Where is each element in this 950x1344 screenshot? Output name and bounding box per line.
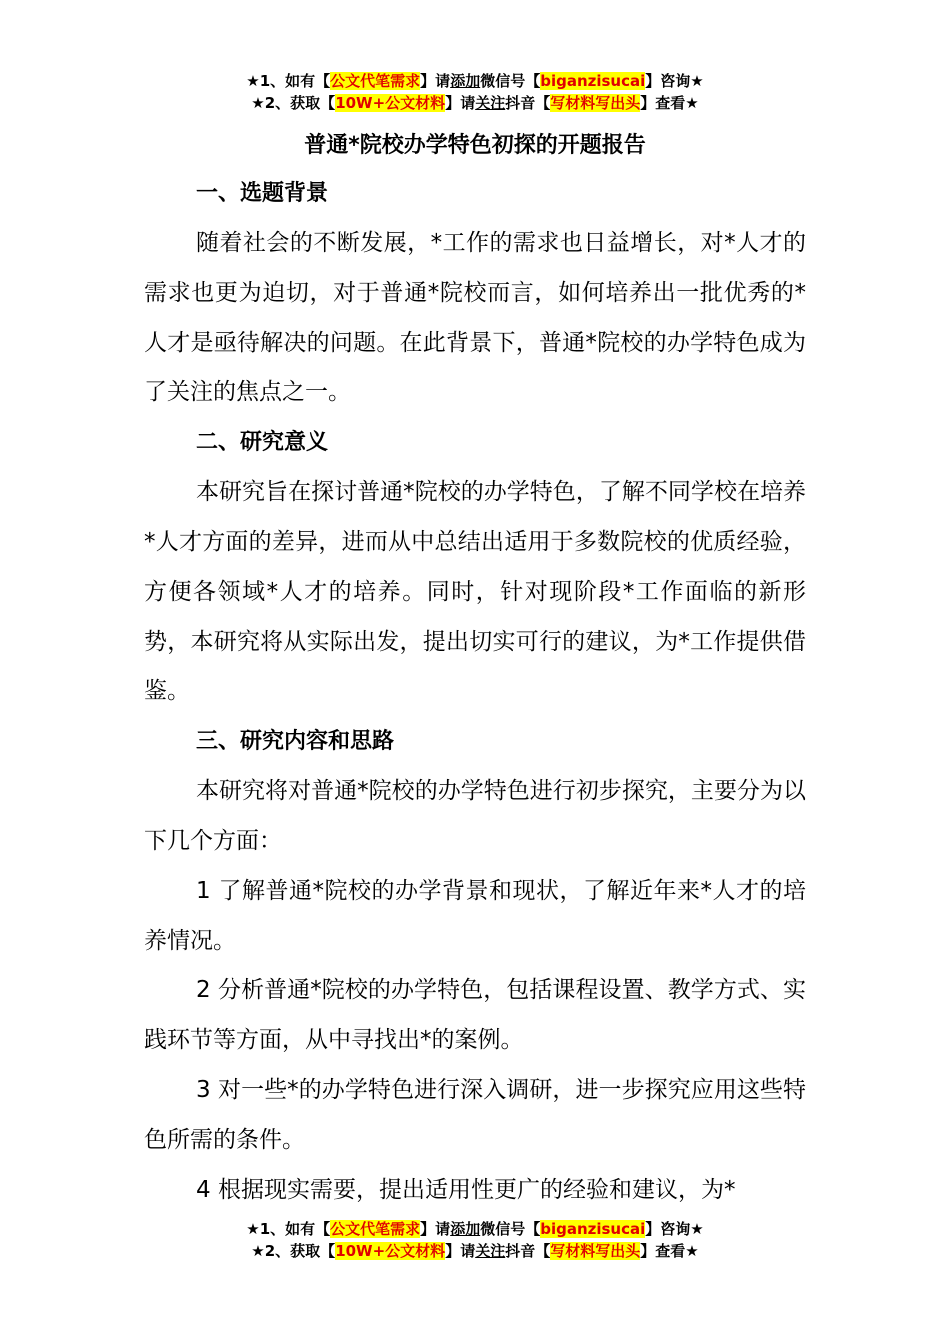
underlined-text: 添加 — [450, 72, 481, 90]
banner-text: ★2、获取【 — [251, 1242, 336, 1260]
underlined-text: 关注 — [475, 1242, 506, 1260]
banner-text: 】咨询★ — [645, 1220, 704, 1238]
header-banner — [0, 70, 950, 114]
highlight-text: 公文代笔需求 — [330, 1220, 421, 1238]
wechat-id-highlight: biganzisucai — [540, 72, 646, 90]
highlight-text: 公文代笔需求 — [330, 72, 421, 90]
paragraph: 本研究将对普通*院校的办学特色进行初步探究，主要分为以下几个方面： — [144, 778, 806, 854]
list-item-paragraph: 3 对一些*的办学特色进行深入调研，进一步探究应用这些特色所需的条件。 — [144, 1076, 806, 1153]
banner-line-1 — [0, 70, 950, 92]
paragraph: 本研究旨在探讨普通*院校的办学特色，了解不同学校在培养*人才方面的差异，进而从中总结出适用于多数院校的优质经验，方便各领域*人才的培养。同时，针对现阶段*工作面临的新形势，本研究将从实际出发，提出切实可行的建议，为*工作提供借鉴。 — [144, 479, 806, 705]
section-heading: 二、研究意义 — [196, 430, 329, 456]
banner-text: 微信号【 — [480, 72, 541, 90]
banner-text: ★1、如有【 — [246, 1220, 331, 1238]
list-item-paragraph: 1 了解普通*院校的办学背景和现状，了解近年来*人才的培养情况。 — [144, 877, 806, 954]
banner-text: 】查看★ — [640, 1242, 699, 1260]
banner-line-2 — [0, 1240, 950, 1262]
underlined-text: 添加 — [450, 1220, 481, 1238]
highlight-text: 10W+公文材料 — [335, 1242, 446, 1260]
banner-text: ★1、如有【 — [246, 72, 331, 90]
section-heading: 三、研究内容和思路 — [196, 729, 395, 755]
banner-text: 】请 — [445, 94, 476, 112]
banner-text: 】请 — [420, 72, 451, 90]
highlight-text: 10W+公文材料 — [335, 94, 446, 112]
banner-text: 】请 — [445, 1242, 476, 1260]
banner-text: 微信号【 — [480, 1220, 541, 1238]
list-item-paragraph: 4 根据现实需要，提出适用性更广的经验和建议，为* — [196, 1176, 736, 1203]
banner-text: 】查看★ — [640, 94, 699, 112]
douyin-account-highlight: 写材料写出头 — [550, 1242, 641, 1260]
list-item-paragraph: 2 分析普通*院校的办学特色，包括课程设置、教学方式、实践环节等方面，从中寻找出*的案例。 — [144, 977, 806, 1054]
banner-text: 】请 — [420, 1220, 451, 1238]
banner-line-1 — [0, 1218, 950, 1240]
banner-text: 抖音【 — [505, 94, 551, 112]
document-title: 普通*院校办学特色初探的开题报告 — [304, 133, 646, 158]
underlined-text: 关注 — [475, 94, 506, 112]
section-heading: 一、选题背景 — [196, 181, 329, 206]
document-body — [144, 169, 806, 1215]
banner-text: ★2、获取【 — [251, 94, 336, 112]
footer-banner — [0, 1218, 950, 1262]
paragraph: 随着社会的不断发展，*工作的需求也日益增长，对*人才的需求也更为迫切，对于普通*院校而言，如何培养出一批优秀的*人才是亟待解决的问题。在此背景下，普通*院校的办学特色成为了关注的焦点之一。 — [144, 230, 806, 406]
banner-line-2 — [0, 92, 950, 114]
banner-text: 】咨询★ — [645, 72, 704, 90]
banner-text: 抖音【 — [505, 1242, 551, 1260]
douyin-account-highlight: 写材料写出头 — [550, 94, 641, 112]
wechat-id-highlight: biganzisucai — [540, 1220, 646, 1238]
